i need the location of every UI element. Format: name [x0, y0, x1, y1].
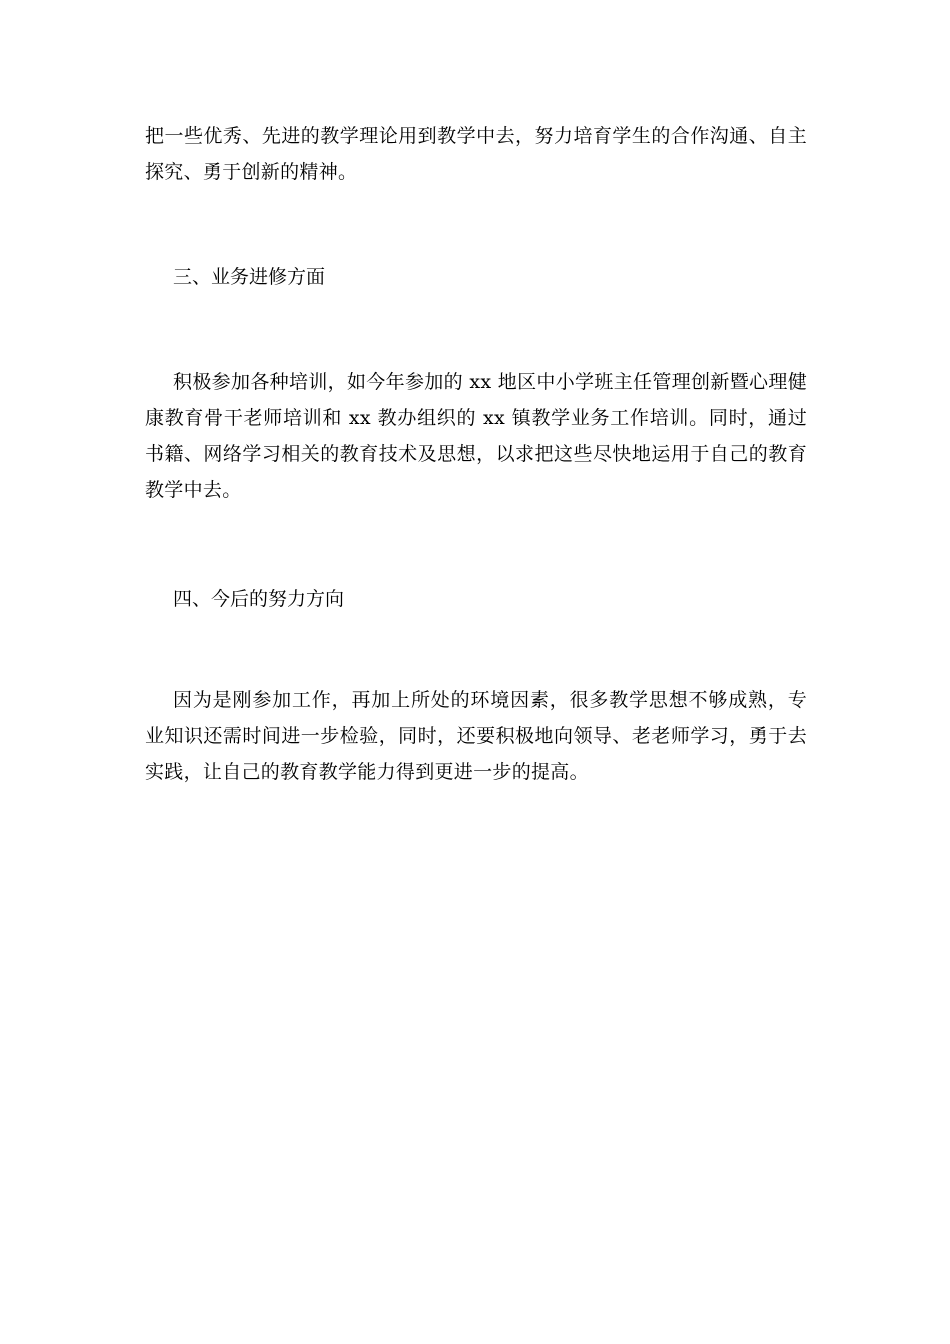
paragraph-text: 把一些优秀、先进的教学理论用到教学中去，努力培育学生的合作沟通、自主探究、勇于创新的精神。: [145, 125, 807, 183]
section-heading-4: [145, 581, 807, 617]
paragraph-text: 积极参加各种培训，如今年参加的 xx 地区中小学班主任管理创新暨心理健康教育骨干老师培训和 xx 教办组织的 xx 镇教学业务工作培训。同时，通过书籍、网络学习相关的教育技术及思想，以求把这些尽快地运用于自己的教育教学中去。: [145, 371, 807, 501]
paragraph-text: 因为是刚参加工作，再加上所处的环境因素，很多教学思想不够成熟，专业知识还需时间进一步检验，同时，还要积极地向领导、老老师学习，勇于去实践，让自己的教育教学能力得到更进一步的提高。: [145, 689, 807, 783]
section-heading-text: 四、今后的努力方向: [173, 588, 345, 610]
section-heading-3: [145, 259, 807, 295]
paragraph-training: [145, 364, 807, 508]
paragraph-continuation: [145, 118, 807, 190]
paragraph-future-direction: [145, 682, 807, 790]
section-heading-text: 三、业务进修方面: [173, 266, 326, 288]
